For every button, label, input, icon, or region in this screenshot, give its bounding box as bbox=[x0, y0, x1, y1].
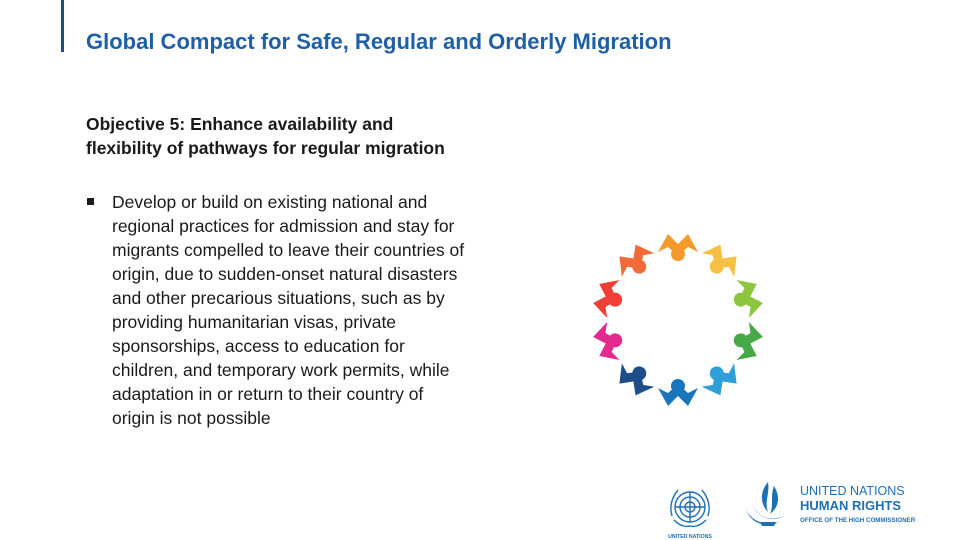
un-flame-icon bbox=[746, 482, 784, 526]
slide-title: Global Compact for Safe, Regular and Orderly Migration bbox=[86, 29, 672, 54]
ohchr-line3: OFFICE OF THE HIGH COMMISSIONER bbox=[800, 517, 916, 524]
bullet-item bbox=[86, 190, 466, 430]
ring-figure-icon bbox=[696, 239, 744, 284]
ring-figure-icon bbox=[658, 379, 698, 406]
bullet-list bbox=[86, 190, 466, 430]
ring-figure-icon bbox=[590, 274, 628, 320]
people-ring-icon bbox=[585, 227, 771, 413]
ohchr-line2: HUMAN RIGHTS bbox=[800, 498, 902, 513]
bullet-text: Develop or build on existing national and regional practices for admission and stay for migrants compelled to leave their countries of origin, due to sudden-onset natural disasters and other precarious situations, such as by providing humanitarian visas, private sponsorships, access to education for children, and temporary work permits, while adaptation in or return to their country of origin is not possible bbox=[112, 192, 465, 428]
ohchr-line1: UNITED NATIONS bbox=[800, 484, 905, 498]
ring-figure-icon bbox=[611, 356, 659, 401]
square-bullet-icon bbox=[87, 198, 94, 205]
objective-heading: Objective 5: Enhance availability and flexibility of pathways for regular migration bbox=[86, 114, 445, 158]
accent-bar bbox=[61, 0, 64, 52]
ring-figure-icon bbox=[658, 234, 698, 261]
ring-figure-icon bbox=[611, 239, 659, 284]
ring-figure-icon bbox=[728, 274, 766, 320]
un-emblem-icon bbox=[660, 482, 720, 540]
ring-figure-icon bbox=[696, 356, 744, 401]
un-emblem-caption: UNITED NATIONS bbox=[668, 534, 712, 540]
ohchr-logo bbox=[740, 478, 940, 528]
ring-figure-icon bbox=[728, 319, 766, 365]
ring-figure-icon bbox=[590, 319, 628, 365]
